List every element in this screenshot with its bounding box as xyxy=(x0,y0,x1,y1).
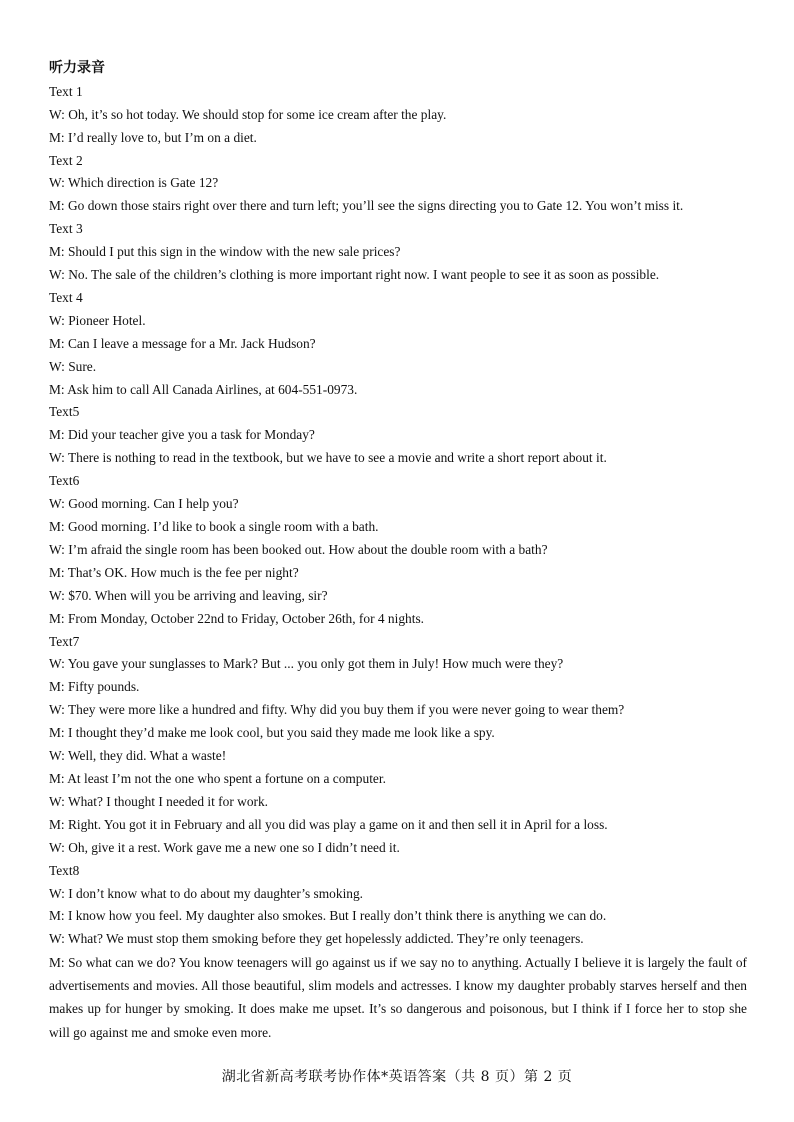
dialogue-line: W: Sure. xyxy=(49,358,97,374)
text-label: Text7 xyxy=(49,633,80,649)
dialogue-line: W: You gave your sunglasses to Mark? But ... you only got them in July! How much were they? xyxy=(49,656,564,672)
text-label: Text 1 xyxy=(49,83,83,99)
dialogue-line: M: That’s OK. How much is the fee per night? xyxy=(49,564,299,580)
dialogue-line: W: What? We must stop them smoking before they get hopelessly addicted. They’re only teenagers. xyxy=(49,931,584,947)
dialogue-line: M: From Monday, October 22nd to Friday, October 26th, for 4 nights. xyxy=(49,610,425,626)
dialogue-line: W: Which direction is Gate 12? xyxy=(49,175,219,191)
dialogue-line: M: Go down those stairs right over there and turn left; you’ll see the signs directing you to Gate 12. You won’t miss it. xyxy=(49,198,684,214)
transcript-lines xyxy=(49,81,747,951)
dialogue-line: W: They were more like a hundred and fifty. Why did you buy them if you were never going to wear them? xyxy=(49,702,625,718)
document-body xyxy=(49,58,747,1044)
dialogue-line: W: $70. When will you be arriving and leaving, sir? xyxy=(49,587,328,603)
dialogue-line: W: Oh, give it a rest. Work gave me a new one so I didn’t need it. xyxy=(49,839,400,855)
dialogue-line: M: Right. You got it in February and all you did was play a game on it and then sell it in April for a loss. xyxy=(49,816,608,832)
text-label: Text 4 xyxy=(49,289,83,305)
text-label: Text 3 xyxy=(49,221,83,237)
dialogue-line: W: Pioneer Hotel. xyxy=(49,312,146,328)
dialogue-line: M: Can I leave a message for a Mr. Jack Hudson? xyxy=(49,335,316,351)
dialogue-line: M: Did your teacher give you a task for Monday? xyxy=(49,427,315,443)
dialogue-line: M: I know how you feel. My daughter also smokes. But I really don’t think there is anything we can do. xyxy=(49,908,607,924)
dialogue-line: M: Good morning. I’d like to book a single room with a bath. xyxy=(49,519,379,535)
text-label: Text8 xyxy=(49,862,80,878)
page-footer: 湖北省新高考联考协作体*英语答案（共 8 页）第 2 页 xyxy=(221,1069,573,1085)
section-heading: 听力录音 xyxy=(49,61,105,76)
dialogue-line: M: Should I put this sign in the window with the new sale prices? xyxy=(49,244,401,260)
text-label: Text6 xyxy=(49,473,80,489)
text-label: Text 2 xyxy=(49,152,83,168)
final-paragraph: M: So what can we do? You know teenagers will go against us if we say no to anything. Actually I believe it is largely the fault of advertisements and movies. All those beautiful, slim models and actresses. I know my daughter probably starves herself and then makes up for hunger by smoking. It does make me upset. It’s so dangerous and poisonous, but I think if I force her to stop she will go against me and smoke even more. xyxy=(49,955,747,1040)
text-label: Text5 xyxy=(49,404,80,420)
dialogue-line: W: I’m afraid the single room has been booked out. How about the double room with a bath? xyxy=(49,541,548,557)
dialogue-line: W: Well, they did. What a waste! xyxy=(49,748,227,764)
dialogue-line: W: There is nothing to read in the textbook, but we have to see a movie and write a short report about it. xyxy=(49,450,607,466)
dialogue-line: W: Oh, it’s so hot today. We should stop for some ice cream after the play. xyxy=(49,106,447,122)
dialogue-line: M: At least I’m not the one who spent a fortune on a computer. xyxy=(49,770,386,786)
dialogue-line: W: Good morning. Can I help you? xyxy=(49,496,239,512)
dialogue-line: W: What? I thought I needed it for work. xyxy=(49,793,269,809)
dialogue-line: W: I don’t know what to do about my daughter’s smoking. xyxy=(49,885,364,901)
dialogue-line: M: I’d really love to, but I’m on a diet. xyxy=(49,129,257,145)
dialogue-line: M: Ask him to call All Canada Airlines, at 604-551-0973. xyxy=(49,381,358,397)
dialogue-line: W: No. The sale of the children’s clothing is more important right now. I want people to see it as soon as possible. xyxy=(49,267,660,283)
dialogue-line: M: Fifty pounds. xyxy=(49,679,140,695)
dialogue-line: M: I thought they’d make me look cool, but you said they made me look like a spy. xyxy=(49,725,495,741)
